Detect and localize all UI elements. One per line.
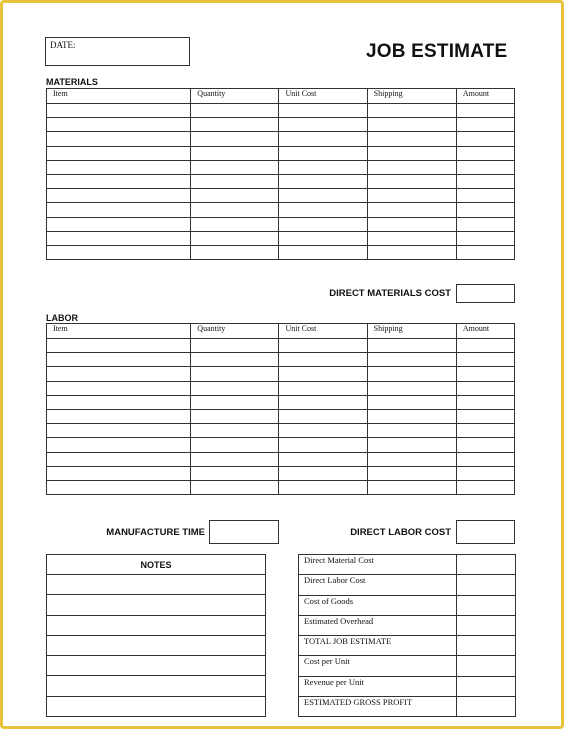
labor-row-cell[interactable]: [367, 438, 456, 452]
labor-row-cell[interactable]: [47, 438, 191, 452]
labor-row-cell[interactable]: [456, 395, 514, 409]
materials-row-cell[interactable]: [456, 245, 514, 259]
labor-row-cell[interactable]: [191, 367, 279, 381]
labor-row-cell[interactable]: [367, 381, 456, 395]
labor-row-cell[interactable]: [191, 424, 279, 438]
labor-row-cell[interactable]: [456, 367, 514, 381]
notes-line-cell[interactable]: [47, 575, 266, 595]
labor-row: [47, 424, 515, 438]
materials-row-cell[interactable]: [367, 118, 456, 132]
labor-row-cell[interactable]: [279, 381, 367, 395]
materials-row-cell[interactable]: [279, 174, 367, 188]
materials-row-cell[interactable]: [47, 174, 191, 188]
materials-row-cell[interactable]: [367, 132, 456, 146]
labor-row: [47, 452, 515, 466]
materials-row-cell[interactable]: [279, 118, 367, 132]
labor-row-cell[interactable]: [279, 438, 367, 452]
labor-row: [47, 395, 515, 409]
labor-row-cell[interactable]: [279, 367, 367, 381]
materials-table: [46, 88, 515, 260]
materials-row-cell[interactable]: [47, 146, 191, 160]
summary-row-value[interactable]: [457, 636, 516, 656]
materials-label: MATERIALS: [46, 77, 98, 87]
summary-row-value[interactable]: [457, 615, 516, 635]
materials-row-cell[interactable]: [456, 118, 514, 132]
labor-row-cell[interactable]: [456, 438, 514, 452]
materials-row-cell[interactable]: [456, 189, 514, 203]
materials-row-cell[interactable]: [367, 203, 456, 217]
materials-row-cell[interactable]: [191, 217, 279, 231]
summary-row: [299, 555, 516, 575]
manufacture-time-field[interactable]: [209, 520, 279, 544]
labor-col-quantity: Quantity: [191, 324, 279, 339]
materials-row-cell[interactable]: [456, 132, 514, 146]
materials-row-cell[interactable]: [367, 217, 456, 231]
materials-row-cell[interactable]: [367, 245, 456, 259]
materials-row: [47, 104, 515, 118]
labor-rows: [47, 339, 515, 495]
materials-row-cell[interactable]: [456, 104, 514, 118]
summary-row-label: Estimated Overhead: [299, 615, 457, 635]
summary-row: [299, 656, 516, 676]
materials-row-cell[interactable]: [456, 160, 514, 174]
labor-row-cell[interactable]: [191, 339, 279, 353]
materials-row: [47, 217, 515, 231]
materials-row: [47, 189, 515, 203]
summary-row: [299, 595, 516, 615]
labor-row: [47, 381, 515, 395]
labor-row-cell[interactable]: [367, 424, 456, 438]
labor-row-cell[interactable]: [456, 339, 514, 353]
materials-row-cell[interactable]: [47, 245, 191, 259]
materials-col-quantity: Quantity: [191, 89, 279, 104]
materials-row-cell[interactable]: [191, 132, 279, 146]
summary-row: [299, 636, 516, 656]
summary-row-label: Direct Material Cost: [299, 555, 457, 575]
labor-row-cell[interactable]: [279, 395, 367, 409]
notes-line: [47, 595, 266, 615]
materials-row-cell[interactable]: [367, 160, 456, 174]
materials-row-cell[interactable]: [279, 104, 367, 118]
labor-row-cell[interactable]: [47, 452, 191, 466]
materials-row-cell[interactable]: [367, 189, 456, 203]
materials-row-cell[interactable]: [47, 203, 191, 217]
labor-row: [47, 353, 515, 367]
notes-line: [47, 696, 266, 716]
notes-line-cell[interactable]: [47, 635, 266, 655]
materials-row-cell[interactable]: [191, 160, 279, 174]
materials-row-cell[interactable]: [191, 189, 279, 203]
summary-row-label: Cost per Unit: [299, 656, 457, 676]
labor-col-shipping: Shipping: [367, 324, 456, 339]
materials-row: [47, 146, 515, 160]
labor-row-cell[interactable]: [279, 339, 367, 353]
notes-line-cell[interactable]: [47, 656, 266, 676]
labor-row-cell[interactable]: [279, 409, 367, 423]
date-field[interactable]: [45, 37, 190, 66]
materials-row-cell[interactable]: [47, 104, 191, 118]
materials-row-cell[interactable]: [47, 132, 191, 146]
labor-row-cell[interactable]: [47, 353, 191, 367]
labor-row-cell[interactable]: [47, 424, 191, 438]
materials-row-cell[interactable]: [279, 245, 367, 259]
labor-row-cell[interactable]: [456, 452, 514, 466]
materials-row-cell[interactable]: [279, 132, 367, 146]
labor-row-cell[interactable]: [456, 424, 514, 438]
materials-row-cell[interactable]: [47, 118, 191, 132]
materials-row-cell[interactable]: [279, 146, 367, 160]
labor-row-cell[interactable]: [47, 409, 191, 423]
notes-table: [46, 554, 266, 717]
labor-row: [47, 466, 515, 480]
labor-row-cell[interactable]: [367, 466, 456, 480]
materials-row-cell[interactable]: [47, 231, 191, 245]
notes-lines: [47, 575, 266, 717]
notes-line-cell[interactable]: [47, 615, 266, 635]
notes-line-cell[interactable]: [47, 676, 266, 696]
direct-labor-cost-label: DIRECT LABOR COST: [350, 527, 451, 538]
summary-row-label: TOTAL JOB ESTIMATE: [299, 636, 457, 656]
materials-row-cell[interactable]: [456, 217, 514, 231]
materials-row-cell[interactable]: [47, 160, 191, 174]
materials-row-cell[interactable]: [367, 146, 456, 160]
summary-table: [298, 554, 516, 717]
labor-row: [47, 339, 515, 353]
direct-labor-cost-field[interactable]: [456, 520, 515, 544]
labor-row-cell[interactable]: [456, 480, 514, 494]
notes-line: [47, 575, 266, 595]
labor-row-cell[interactable]: [279, 466, 367, 480]
notes-line: [47, 656, 266, 676]
summary-row-value[interactable]: [457, 676, 516, 696]
notes-line: [47, 615, 266, 635]
materials-col-unit-cost: Unit Cost: [279, 89, 367, 104]
materials-row-cell[interactable]: [279, 217, 367, 231]
labor-row-cell[interactable]: [367, 409, 456, 423]
summary-row-value[interactable]: [457, 555, 516, 575]
labor-row-cell[interactable]: [456, 381, 514, 395]
labor-row-cell[interactable]: [191, 381, 279, 395]
materials-row-cell[interactable]: [279, 189, 367, 203]
labor-row-cell[interactable]: [47, 339, 191, 353]
direct-materials-cost-label: DIRECT MATERIALS COST: [329, 288, 451, 299]
labor-row-cell[interactable]: [191, 466, 279, 480]
labor-col-amount: Amount: [456, 324, 514, 339]
labor-row-cell[interactable]: [191, 452, 279, 466]
labor-row-cell[interactable]: [191, 438, 279, 452]
summary-row: [299, 575, 516, 595]
materials-row: [47, 174, 515, 188]
labor-col-item: Item: [47, 324, 191, 339]
page-title: JOB ESTIMATE: [366, 41, 508, 62]
materials-row-cell[interactable]: [367, 104, 456, 118]
summary-row-value[interactable]: [457, 656, 516, 676]
materials-row-cell[interactable]: [191, 245, 279, 259]
labor-row-cell[interactable]: [191, 395, 279, 409]
labor-col-unit-cost: Unit Cost: [279, 324, 367, 339]
materials-row: [47, 132, 515, 146]
materials-row-cell[interactable]: [456, 174, 514, 188]
materials-col-shipping: Shipping: [367, 89, 456, 104]
summary-row-label: Revenue per Unit: [299, 676, 457, 696]
summary-row: [299, 615, 516, 635]
labor-row-cell[interactable]: [47, 381, 191, 395]
notes-line: [47, 676, 266, 696]
labor-row-cell[interactable]: [367, 395, 456, 409]
materials-row-cell[interactable]: [367, 174, 456, 188]
direct-materials-cost-field[interactable]: [456, 284, 515, 303]
labor-row-cell[interactable]: [367, 367, 456, 381]
materials-row: [47, 245, 515, 259]
materials-row-cell[interactable]: [191, 203, 279, 217]
summary-row-value[interactable]: [457, 595, 516, 615]
labor-row: [47, 367, 515, 381]
labor-row: [47, 480, 515, 494]
materials-row: [47, 203, 515, 217]
materials-row: [47, 231, 515, 245]
notes-heading: NOTES: [47, 555, 266, 575]
labor-row-cell[interactable]: [191, 480, 279, 494]
materials-row-cell[interactable]: [456, 203, 514, 217]
summary-row: [299, 697, 516, 717]
labor-row-cell[interactable]: [279, 480, 367, 494]
materials-row-cell[interactable]: [191, 174, 279, 188]
materials-col-item: Item: [47, 89, 191, 104]
labor-row-cell[interactable]: [47, 466, 191, 480]
labor-row-cell[interactable]: [47, 480, 191, 494]
labor-row-cell[interactable]: [367, 353, 456, 367]
notes-line-cell[interactable]: [47, 595, 266, 615]
materials-row-cell[interactable]: [47, 217, 191, 231]
materials-row-cell[interactable]: [279, 231, 367, 245]
materials-row-cell[interactable]: [191, 104, 279, 118]
materials-row: [47, 118, 515, 132]
labor-row: [47, 409, 515, 423]
date-label: DATE:: [50, 40, 76, 50]
notes-line-cell[interactable]: [47, 696, 266, 716]
labor-row-cell[interactable]: [47, 395, 191, 409]
materials-row-cell[interactable]: [191, 118, 279, 132]
labor-row-cell[interactable]: [456, 353, 514, 367]
labor-row-cell[interactable]: [367, 452, 456, 466]
labor-row-cell[interactable]: [456, 466, 514, 480]
labor-row: [47, 438, 515, 452]
summary-row-label: ESTIMATED GROSS PROFIT: [299, 697, 457, 717]
labor-table: [46, 323, 515, 495]
summary-row-label: Direct Labor Cost: [299, 575, 457, 595]
summary-row: [299, 676, 516, 696]
notes-line: [47, 635, 266, 655]
labor-row-cell[interactable]: [367, 480, 456, 494]
materials-rows: [47, 104, 515, 260]
manufacture-time-label: MANUFACTURE TIME: [106, 527, 205, 538]
summary-row-value[interactable]: [457, 575, 516, 595]
materials-row: [47, 160, 515, 174]
labor-row-cell[interactable]: [367, 339, 456, 353]
materials-col-amount: Amount: [456, 89, 514, 104]
materials-row-cell[interactable]: [279, 203, 367, 217]
materials-row-cell[interactable]: [279, 160, 367, 174]
labor-row-cell[interactable]: [191, 353, 279, 367]
labor-label: LABOR: [46, 313, 78, 323]
labor-row-cell[interactable]: [47, 367, 191, 381]
materials-row-cell[interactable]: [191, 146, 279, 160]
summary-row-label: Cost of Goods: [299, 595, 457, 615]
labor-row-cell[interactable]: [191, 409, 279, 423]
labor-row-cell[interactable]: [279, 424, 367, 438]
materials-row-cell[interactable]: [456, 146, 514, 160]
materials-row-cell[interactable]: [191, 231, 279, 245]
materials-row-cell[interactable]: [47, 189, 191, 203]
labor-header-row: [47, 324, 515, 339]
labor-row-cell[interactable]: [456, 409, 514, 423]
labor-row-cell[interactable]: [279, 353, 367, 367]
materials-row-cell[interactable]: [456, 231, 514, 245]
labor-row-cell[interactable]: [279, 452, 367, 466]
materials-row-cell[interactable]: [367, 231, 456, 245]
summary-row-value[interactable]: [457, 697, 516, 717]
materials-header-row: [47, 89, 515, 104]
